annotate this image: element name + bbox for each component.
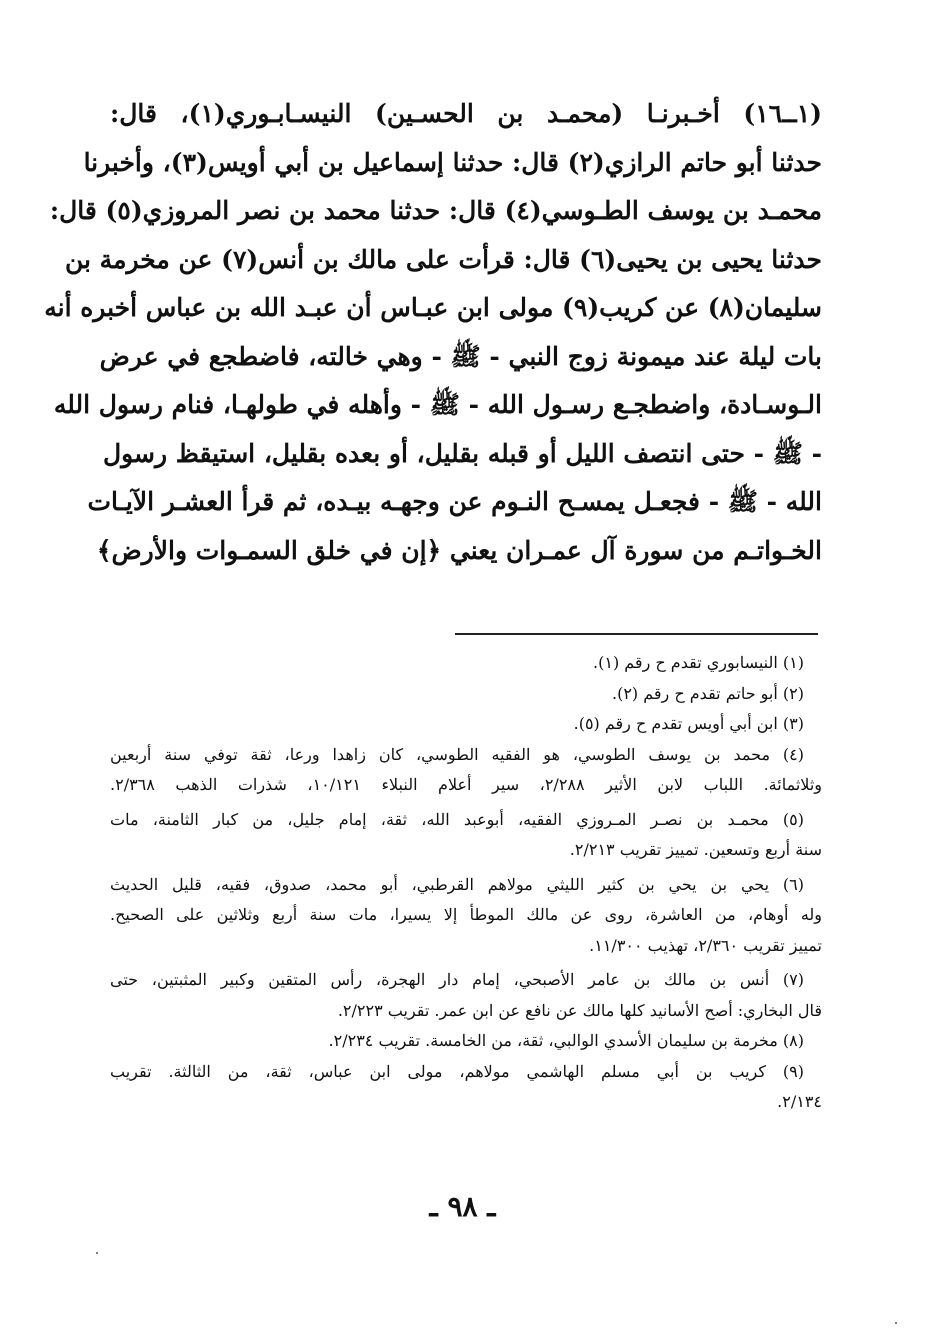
- footnote-line: (٤) محمد بن يوسف الطوسي، هو الفقيه الطوسي، كان زاهدا ورعا، ثقة توفي سنة أربعين: [110, 744, 804, 764]
- hadith-line: حدثنا يحيى بن يحيى(٦) قال: قرأت على مالك بن أنس(٧) عن مخرمة بن: [64, 244, 822, 274]
- footnote-line: (٧) أنس بن مالك بن عامر الأصبحي، إمام دار الهجرة، رأس المتقين وكبير المثبتين، حتى: [110, 970, 805, 989]
- hadith-line: حدثنا أبو حاتم الرازي(٢) قال: حدثنا إسماعيل بن أبي أويس(٣)، وأخبرنا: [83, 147, 822, 177]
- hadith-line: - ﷺ - حتى انتصف الليل أو قبله بقليل، أو بعده بقليل، استيقظ رسول: [102, 438, 822, 468]
- footnote-line: (٥) محمـد بن نصـر المـروزي الفقيه، أبوعبد الله، ثقة، إمام جليل، من كبار الثامنة، مات: [110, 809, 804, 829]
- hadith-line: الله - ﷺ - فجعـل يمسـح النـوم عن وجهـه بيـده، ثم قرأ العشـر الآيـات: [87, 487, 822, 516]
- footnote-line: وثلاثمائة. اللباب لابن الأثير ٢/٢٨٨، سير أعلام النبلاء ١٠/١٢١، شذرات الذهب ٢/٣٦٨.: [110, 775, 823, 794]
- footnote-line: قال البخاري: أصح الأسانيد كلها مالك عن نافع عن ابن عمر. تقريب ٢/٢٢٣.: [337, 1000, 822, 1020]
- footnote-line: ٢/١٣٤.: [777, 1092, 822, 1111]
- hadith-line: (١ــ١٦) أخـبرنـا (محمـد بن الحسـين) النيسـابـوري(١)، قال:: [110, 99, 822, 128]
- footnote-separator: [455, 633, 818, 635]
- hadith-line: سليمان(٨) عن كريب(٩) مولى ابن عبـاس أن عبـد الله بن عباس أخبره أنه: [44, 293, 822, 322]
- scan-speck: [895, 1322, 897, 1324]
- scan-speck: [96, 1252, 98, 1254]
- footnote-line: (٣) ابن أبي أويس تقدم ح رقم (٥).: [573, 714, 804, 733]
- hadith-line: محمـد بن يوسف الطـوسي(٤) قال: حدثنا محمد بن نصر المروزي(٥) قال:: [49, 196, 822, 225]
- hadith-text: [44, 90, 822, 575]
- page-number: ـ ٩٨ ـ: [429, 1190, 496, 1223]
- footnote-line: (٩) كريب بن أبي مسلم الهاشمي مولاهم، مولى ابن عباس، ثقة، من الثالثة. تقريب: [110, 1061, 805, 1081]
- footnote-line: (٦) يحي بن يحي بن كثير الليثي مولاهم القرطبي، أبو محمد، صدوق، فقيه، قليل الحديث: [110, 874, 804, 894]
- footnotes: [110, 648, 822, 1118]
- footnote-line: تمييز تقريب ٢/٣٦٠، تهذيب ١١/٣٠٠.: [589, 935, 822, 955]
- footnote-line: (٨) مخرمة بن سليمان الأسدي الوالبي، ثقة، من الخامسة. تقريب ٢/٢٣٤.: [328, 1031, 804, 1050]
- footnote-line: سنة أربع وتسعين. تمييز تقريب ٢/٢١٣.: [569, 840, 822, 859]
- hadith-line: بات ليلة عند ميمونة زوج النبي - ﷺ - وهي خالته، فاضطجع في عرض: [99, 341, 822, 371]
- hadith-line: الـوسـادة، واضطجـع رسـول الله - ﷺ - وأهله في طولهـا، فنام رسول الله: [53, 390, 822, 419]
- footnote-line: وله أوهام، من العاشرة، روى عن مالك الموطأ إلا يسيرا، مات سنة أربع وثلاثين على الصحيح.: [110, 905, 823, 924]
- footnote-line: (١) النيسابوري تقدم ح رقم (١).: [593, 653, 804, 672]
- footnote-line: (٢) أبو حاتم تقدم ح رقم (٢).: [612, 683, 804, 703]
- hadith-line: الخـواتـم من سورة آل عمـران يعني ﴿إن في خلق السمـوات والأرض﴾: [96, 535, 822, 565]
